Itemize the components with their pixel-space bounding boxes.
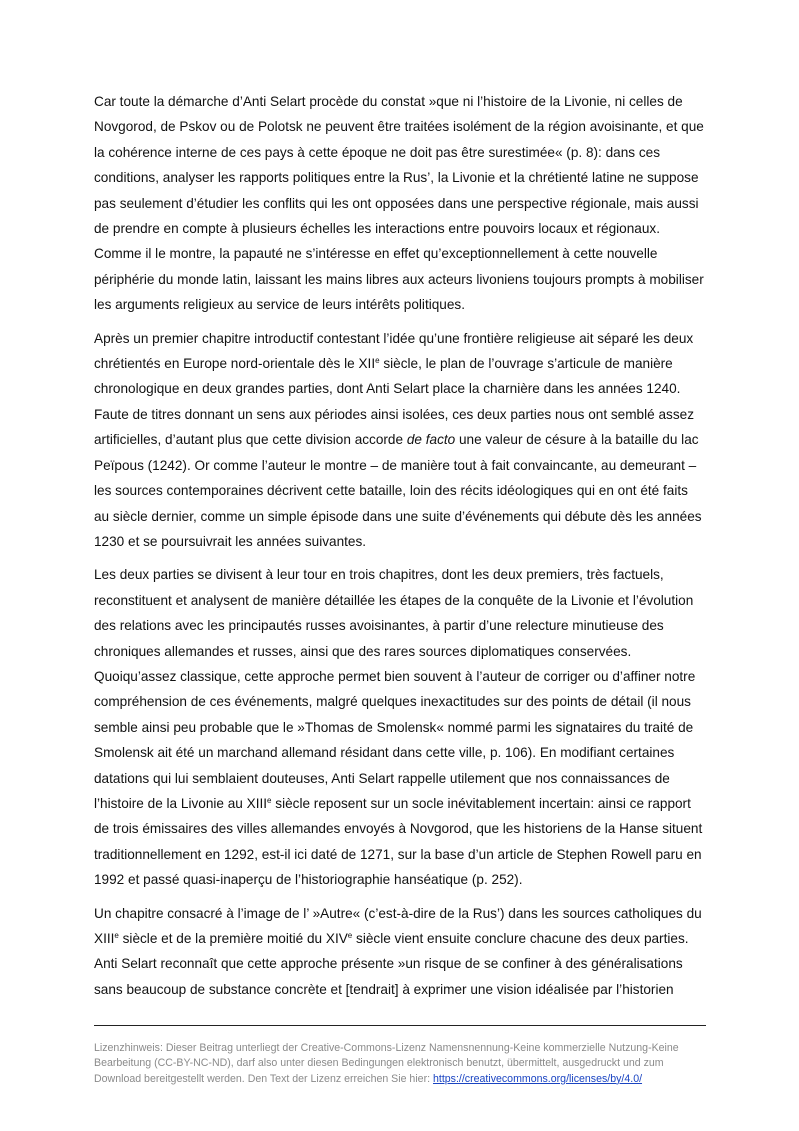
license-link[interactable]: https://creativecommons.org/licenses/by/4.0/ — [433, 1072, 643, 1085]
paragraph-1 — [94, 89, 706, 318]
paragraph-4-text-b: siècle et de la première moitié du XIV — [118, 931, 348, 946]
paragraph-4 — [94, 901, 706, 1003]
paragraph-4-text-c: siècle vient ensuite conclure chacune des deux parties. Anti Selart reconnaît que cette approche présente »un risque de se confiner à des généralisations sans beaucoup de substance concrète et [tendrait] à exprimer une vision idéalisée par l’historien — [94, 931, 689, 997]
superscript-e: e — [114, 931, 119, 940]
paragraph-2-text-b: siècle, le plan de l’ouvrage s’articule de manière chronologique en deux grandes parties, dont Anti Selart place la charnière dans les années 1240. Faute de titres donnant un sens aux périodes ainsi isolées, ces deux parties nous ont semblé assez artificielles, d’autant plus que cette division accorde — [94, 356, 694, 448]
license-footer — [94, 1041, 706, 1087]
license-notice-text: Lizenzhinweis: Dieser Beitrag unterliegt der Creative-Commons-Lizenz Namensnennung-Keine kommerzielle Nutzung-Keine Bearbeitung (CC-BY-NC-ND), darf also unter diesen Bedingungen elektronisch benutzt, übermittelt, ausgedruckt und zum Download bereitgestellt werden. Den Text der Lizenz erreichen Sie hier: — [94, 1042, 679, 1085]
footer-divider — [94, 1025, 706, 1026]
paragraph-2-text-a: Après un premier chapitre introductif contestant l’idée qu’une frontière religieuse ait séparé les deux chrétientés en Europe nord-orientale dès le XII — [94, 330, 694, 372]
paragraph-3-text-a: Les deux parties se divisent à leur tour en trois chapitres, dont les deux premiers, très factuels, reconstituent et analysent de manière détaillée les étapes de la conquête de la Livonie et l’évolution des relations avec les principautés russes avoisinantes, à partir d’une relecture minutieuse des chroniques allemandes et russes, ainsi que des rares sources diplomatiques conservées. Quoiqu’assez classique, cette approche permet bien souvent à l’auteur de corriger ou d’affiner notre compréhension de ces événements, malgré quelques inexactitudes sur des points de détail (il nous semble ainsi peu probable que le »Thomas de Smolensk« nommé parmi les signataires du traité de Smolensk ait été un marchand allemand résidant dans cette ville, p. 106). En modifiant certaines datations qui lui semblaient douteuses, Anti Selart rappelle utilement que nos connaissances de l’histoire de la Livonie au XIII — [94, 567, 696, 811]
superscript-e: e — [375, 356, 380, 366]
superscript-e: e — [347, 931, 353, 940]
superscript-e: e — [267, 795, 272, 805]
paragraph-2 — [94, 326, 706, 555]
paragraph-1-text: Car toute la démarche d’Anti Selart procède du constat »que ni l’histoire de la Livonie, ni celles de Novgorod, de Pskov ou de Polotsk ne peuvent être traitées isolément de la région avoisinante, et que la cohérence interne de ces pays à cette époque ne doit pas être surestimée« (p. 8): dans ces conditions, analyser les rapports politiques entre la Rus’, la Livonie et la chrétienté latine ne suppose pas seulement d’étudier les conflits qui les ont opposées dans une perspective régionale, mais aussi de prendre en compte à plusieurs échelles les interactions entre pouvoirs locaux et régionaux. Comme il le montre, la papauté ne s’intéresse en effet qu’exceptionnellement à cette nouvelle périphérie du monde latin, laissant les mains libres aux acteurs livoniens toujours prompts à mobiliser les arguments religieux au service de leurs intérêts politiques. — [94, 94, 704, 313]
paragraph-3-text-b: siècle reposent sur un socle inévitablement incertain: ainsi ce rapport de trois émissaires des villes allemandes envoyés à Novgorod, que les historiens de la Hanse situent traditionnellement en 1292, est-il ici daté de 1271, sur la base d’un article de Stephen Rowell paru en 1992 et passé quasi-inaperçu de l’historiographie hanséatique (p. 252). — [94, 795, 703, 888]
paragraph-4-text-a: Un chapitre consacré à l’image de l’ »Autre« (c’est-à-dire de la Rus’) dans les sources catholiques du XIII — [94, 905, 702, 946]
italic-de-facto: de facto — [406, 432, 456, 448]
document-body — [94, 89, 706, 1010]
paragraph-2-text-c: une valeur de césure à la bataille du lac Peïpous (1242). Or comme l’auteur le montre – de manière tout à fait convaincante, au demeurant – les sources contemporaines décrivent cette bataille, loin des récits idéologiques qui en ont été faits au siècle dernier, comme un simple épisode dans une suite d’événements qui débute dès les années 1230 et se poursuivrait les années suivantes. — [94, 432, 702, 549]
paragraph-3 — [94, 562, 706, 892]
